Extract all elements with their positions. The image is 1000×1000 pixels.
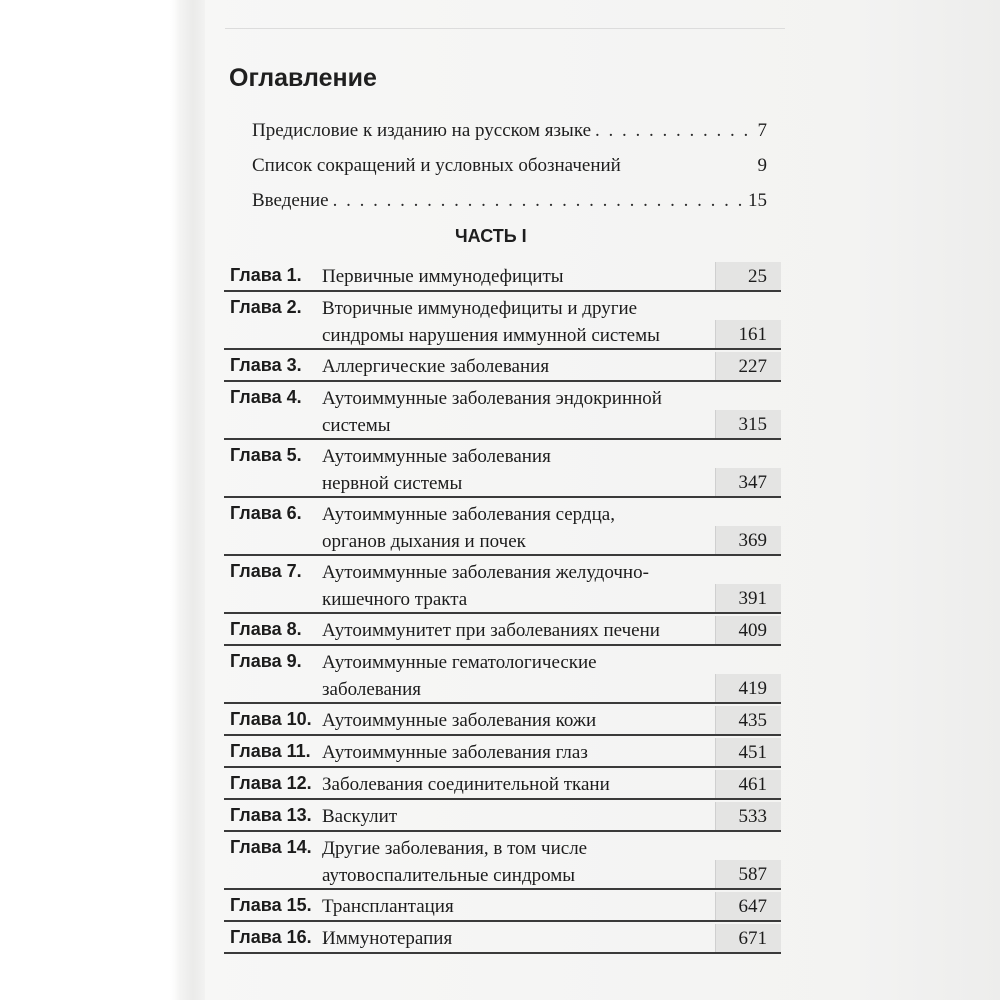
- chapter-row[interactable]: [224, 614, 781, 646]
- chapter-number: Глава 3.: [230, 355, 302, 375]
- chapter-page-number: 671: [715, 924, 781, 952]
- chapter-page-number: 391: [715, 584, 781, 612]
- front-matter-item[interactable]: [252, 120, 767, 155]
- chapter-title-line: Аутоиммунные заболевания эндокринной: [322, 388, 662, 409]
- chapter-title-line: Аутоиммунные заболевания кожи: [322, 710, 597, 731]
- chapter-title-line: органов дыхания и почек: [322, 531, 526, 552]
- chapter-title-line: аутовоспалительные синдромы: [322, 865, 576, 886]
- chapter-title-line: Аутоиммунные заболевания: [322, 446, 551, 467]
- chapter-title-line: Аутоиммунные заболевания глаз: [322, 742, 588, 763]
- front-matter-item[interactable]: [252, 155, 767, 190]
- chapter-title-line: нервной системы: [322, 473, 463, 494]
- chapter-row[interactable]: [224, 260, 781, 292]
- chapter-number: Глава 9.: [230, 651, 302, 671]
- chapter-title-block: [224, 890, 781, 920]
- chapter-title-line: кишечного тракта: [322, 589, 468, 610]
- chapter-title-line: Трансплантация: [322, 896, 454, 917]
- chapter-title-block: [224, 614, 781, 644]
- chapter-title-block: [224, 800, 781, 830]
- chapter-page-number: 451: [715, 738, 781, 766]
- chapter-title-line: Вторичные иммунодефициты и другие: [322, 298, 638, 319]
- chapter-title-line: Заболевания соединительной ткани: [322, 774, 610, 795]
- chapter-title-line: Аутоиммунитет при заболеваниях печени: [322, 620, 660, 641]
- chapter-title-line: Васкулит: [322, 806, 398, 827]
- chapter-title-line: системы: [322, 415, 391, 436]
- chapter-title-block: [224, 498, 781, 555]
- toc-title: Оглавление: [229, 64, 377, 92]
- chapter-page-number: 461: [715, 770, 781, 798]
- front-matter-label: Список сокращений и условных обозначений: [252, 155, 621, 176]
- page-gutter-shadow: [175, 0, 205, 1000]
- chapter-title-block: [224, 292, 781, 349]
- chapter-title-line: Иммунотерапия: [322, 928, 453, 949]
- chapter-page-number: 227: [715, 352, 781, 380]
- front-matter-label: Предисловие к изданию на русском языке: [252, 120, 592, 141]
- chapter-page-number: 435: [715, 706, 781, 734]
- chapter-row[interactable]: [224, 382, 781, 440]
- chapter-page-number: 25: [715, 262, 781, 290]
- chapter-title-block: [224, 556, 781, 613]
- chapter-row[interactable]: [224, 498, 781, 556]
- chapter-title-line: Аллергические заболевания: [322, 356, 550, 377]
- chapter-page-number: 161: [715, 320, 781, 348]
- chapter-row[interactable]: [224, 922, 781, 954]
- chapter-row[interactable]: [224, 736, 781, 768]
- chapter-number: Глава 12.: [230, 773, 312, 793]
- chapter-number: Глава 16.: [230, 927, 312, 947]
- front-matter-page: 15: [748, 190, 767, 211]
- chapter-list: [224, 260, 781, 954]
- chapter-title-line: Аутоиммунные заболевания желудочно-: [322, 562, 649, 583]
- chapter-title-block: [224, 832, 781, 889]
- chapter-row[interactable]: [224, 646, 781, 704]
- chapter-title-block: [224, 736, 781, 766]
- chapter-row[interactable]: [224, 292, 781, 350]
- chapter-title-block: [224, 646, 781, 703]
- chapter-page-number: 315: [715, 410, 781, 438]
- chapter-title-line: Аутоиммунные заболевания сердца,: [322, 504, 615, 525]
- chapter-number: Глава 15.: [230, 895, 312, 915]
- chapter-page-number: 647: [715, 892, 781, 920]
- chapter-title-block: [224, 768, 781, 798]
- chapter-row[interactable]: [224, 556, 781, 614]
- chapter-number: Глава 6.: [230, 503, 302, 523]
- chapter-row[interactable]: [224, 440, 781, 498]
- running-header-rule: [225, 28, 785, 43]
- chapter-title-block: [224, 260, 781, 290]
- chapter-page-number: 419: [715, 674, 781, 702]
- chapter-number: Глава 13.: [230, 805, 312, 825]
- chapter-page-number: 409: [715, 616, 781, 644]
- chapter-title-block: [224, 382, 781, 439]
- chapter-title-block: [224, 440, 781, 497]
- chapter-title-block: [224, 922, 781, 952]
- chapter-row[interactable]: [224, 768, 781, 800]
- chapter-page-number: 587: [715, 860, 781, 888]
- chapter-number: Глава 2.: [230, 297, 302, 317]
- chapter-number: Глава 10.: [230, 709, 312, 729]
- chapter-number: Глава 1.: [230, 265, 302, 285]
- chapter-page-number: 533: [715, 802, 781, 830]
- dot-leader: [333, 190, 744, 212]
- chapter-row[interactable]: [224, 704, 781, 736]
- chapter-row[interactable]: [224, 832, 781, 890]
- chapter-title-block: [224, 350, 781, 380]
- chapter-number: Глава 5.: [230, 445, 302, 465]
- chapter-page-number: 369: [715, 526, 781, 554]
- chapter-row[interactable]: [224, 890, 781, 922]
- front-matter-list: [252, 120, 767, 225]
- dot-leader: [595, 120, 747, 142]
- front-matter-page: 9: [757, 155, 767, 176]
- chapter-title-line: заболевания: [322, 679, 421, 700]
- chapter-row[interactable]: [224, 800, 781, 832]
- front-matter-item[interactable]: [252, 190, 767, 225]
- chapter-title-line: синдромы нарушения иммунной системы: [322, 325, 660, 346]
- front-matter-page: 7: [757, 120, 767, 141]
- part-heading: ЧАСТЬ I: [455, 226, 527, 246]
- chapter-number: Глава 8.: [230, 619, 302, 639]
- chapter-number: Глава 14.: [230, 837, 312, 857]
- chapter-number: Глава 7.: [230, 561, 302, 581]
- chapter-title-line: Аутоиммунные гематологические: [322, 652, 597, 673]
- chapter-number: Глава 11.: [230, 741, 311, 761]
- chapter-page-number: 347: [715, 468, 781, 496]
- chapter-title-block: [224, 704, 781, 734]
- front-matter-label: Введение: [252, 190, 329, 211]
- chapter-title-line: Первичные иммунодефициты: [322, 266, 564, 287]
- chapter-title-line: Другие заболевания, в том числе: [322, 838, 588, 859]
- chapter-number: Глава 4.: [230, 387, 302, 407]
- chapter-row[interactable]: [224, 350, 781, 382]
